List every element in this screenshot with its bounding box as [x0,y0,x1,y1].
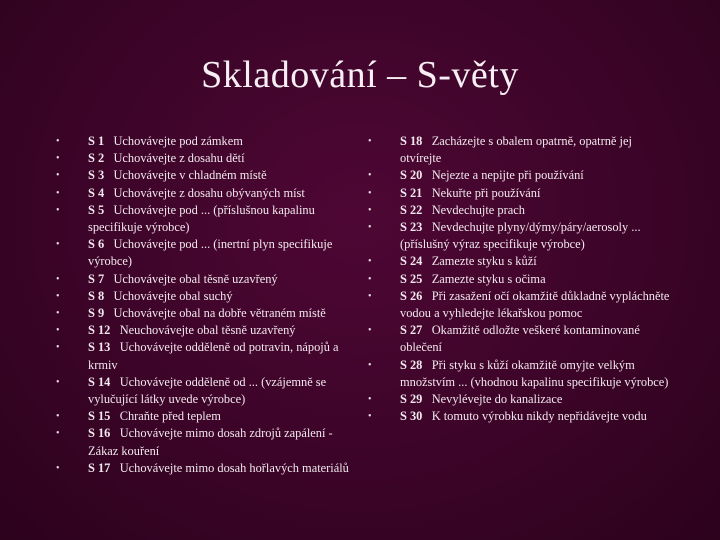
s-phrase-code: S 27 [400,323,423,338]
s-phrase-item [56,167,356,184]
bullet-icon: • [56,411,60,423]
s-phrase-text: Uchovávejte odděleně od ... (vzájemně se vylučující látky uvede výrobce) [88,374,327,407]
s-phrase-text: Uchovávejte v chladném místě [113,168,267,183]
s-phrase-text: Uchovávejte obal na dobře větraném místě [113,306,326,321]
bullet-icon: • [56,170,60,182]
s-phrase-text: Nevdechujte prach [431,202,525,217]
s-phrase-text: Chraňte před teplem [119,409,221,424]
bullet-icon: • [56,376,60,388]
bullet-icon: • [56,342,60,354]
bullet-icon: • [56,187,60,199]
s-phrase-code: S 20 [400,168,423,183]
s-phrase-item [368,185,673,202]
s-phrase-text: Uchovávejte z dosahu dětí [113,151,245,166]
bullet-icon: • [56,462,60,474]
s-phrase-code: S 9 [88,306,105,321]
bullet-icon: • [368,325,372,337]
s-phrase-code: S 22 [400,202,423,217]
s-phrase-item [56,271,356,288]
s-phrase-text: Zamezte styku s kůží [431,254,537,269]
bullet-icon: • [56,308,60,320]
s-phrase-item [368,133,673,167]
s-phrase-item [368,408,673,425]
s-phrase-code: S 25 [400,271,423,286]
s-phrase-code: S 13 [88,340,111,355]
s-phrase-code: S 24 [400,254,423,269]
s-phrase-item [56,374,356,408]
s-phrase-item [56,408,356,425]
s-phrase-item [368,202,673,219]
s-phrase-text: Uchovávejte pod ... (inertní plyn specifikuje výrobce) [88,237,333,269]
s-phrase-item [56,339,356,373]
s-phrase-item [368,167,673,184]
s-phrase-item [368,271,673,288]
s-phrase-text: Uchovávejte mimo dosah zdrojů zapálení - Zákaz kouření [88,426,333,458]
s-phrase-item [56,460,356,477]
s-phrase-item [368,391,673,408]
s-phrase-text: K tomuto výrobku nikdy nepřidávejte vodu [431,409,647,424]
bullet-icon: • [56,153,60,165]
bullet-icon: • [368,273,372,285]
s-phrase-text: Nejezte a nepijte při používání [431,168,584,183]
s-phrase-text: Nekuřte při používání [431,185,541,200]
s-phrase-code: S 30 [400,409,423,424]
s-phrase-item [56,425,356,459]
bullet-icon: • [56,239,60,251]
bullet-icon: • [56,204,60,216]
s-phrase-item [56,202,356,236]
bullet-icon: • [56,290,60,302]
s-phrase-code: S 3 [88,168,105,183]
bullet-icon: • [56,428,60,440]
s-phrase-item [56,185,356,202]
slide-title: Skladování – S-věty [201,54,519,96]
s-phrase-code: S 26 [400,288,423,303]
s-phrase-code: S 17 [88,460,111,475]
bullet-icon: • [368,187,372,199]
s-phrase-code: S 15 [88,409,111,424]
s-phrase-text: Zacházejte s obalem opatrně, opatrně jej otvírejte [400,134,632,166]
s-phrase-text: Uchovávejte odděleně od potravin, nápojů a krmiv [88,340,339,372]
s-phrase-code: S 21 [400,185,423,200]
s-phrase-code: S 14 [88,374,111,389]
right-column-list [368,133,673,425]
s-phrase-code: S 29 [400,392,423,407]
bullet-icon: • [56,325,60,337]
bullet-icon: • [56,136,60,147]
s-phrase-code: S 8 [88,288,105,303]
s-phrase-text: Uchovávejte z dosahu obývaných míst [113,185,305,200]
s-phrase-item [56,305,356,322]
s-phrase-text: Uchovávejte obal suchý [113,288,233,303]
s-phrase-code: S 4 [88,185,105,200]
s-phrase-item [56,150,356,167]
s-phrase-item [368,357,673,391]
bullet-icon: • [368,411,372,423]
s-phrase-item [56,322,356,339]
s-phrase-item [56,236,356,270]
bullet-icon: • [368,394,372,406]
s-phrase-text: Nevdechujte plyny/dýmy/páry/aerosoly ... (příslušný výraz specifikuje výrobce) [400,220,641,252]
s-phrase-code: S 12 [88,323,111,338]
s-phrase-code: S 7 [88,271,105,286]
s-phrase-code: S 16 [88,426,111,441]
s-phrase-item [368,288,673,322]
s-phrase-item [368,219,673,253]
s-phrase-code: S 28 [400,357,423,372]
s-phrase-text: Uchovávejte pod zámkem [113,134,243,148]
s-phrase-text: Neuchovávejte obal těsně uzavřený [119,323,296,338]
s-phrase-item [56,288,356,305]
s-phrase-text: Uchovávejte mimo dosah hořlavých materiálů [119,460,349,475]
bullet-icon: • [368,136,372,147]
bullet-icon: • [368,204,372,216]
s-phrase-text: Zamezte styku s očima [431,271,546,286]
bullet-icon: • [368,170,372,182]
s-phrase-text: Uchovávejte obal těsně uzavřený [113,271,278,286]
s-phrase-code: S 18 [400,134,423,148]
bullet-icon: • [368,256,372,268]
s-phrase-code: S 6 [88,237,105,252]
s-phrase-code: S 2 [88,151,105,166]
s-phrase-text: Uchovávejte pod ... (příslušnou kapalinu specifikuje výrobce) [88,202,315,235]
left-column-list [56,133,356,477]
s-phrase-code: S 23 [400,220,423,235]
s-phrase-text: Okamžitě odložte veškeré kontaminované oblečení [400,323,640,355]
s-phrase-text: Nevylévejte do kanalizace [431,392,563,407]
bullet-icon: • [56,273,60,285]
s-phrase-item [368,322,673,356]
s-phrase-text: Při zasažení očí okamžitě důkladně vypláchněte vodou a vyhledejte lékařskou pomoc [400,288,670,321]
s-phrase-item [368,253,673,270]
bullet-icon: • [368,359,372,371]
s-phrase-code: S 5 [88,202,105,217]
s-phrase-code: S 1 [88,134,105,148]
s-phrase-text: Při styku s kůží okamžitě omyjte velkým množstvím ... (vhodnou kapalinu specifikuje výrobce) [400,357,669,389]
s-phrase-item [56,133,356,150]
bullet-icon: • [368,222,372,234]
bullet-icon: • [368,290,372,302]
